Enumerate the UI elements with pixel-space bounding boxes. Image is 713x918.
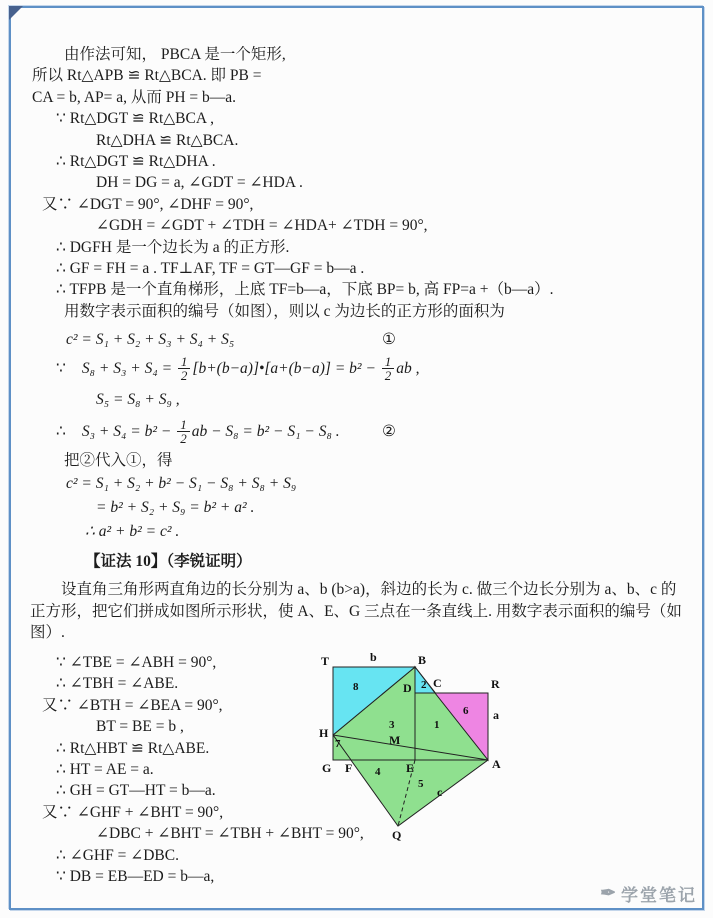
proof-line: 又∵ ∠GHF + ∠BHT = 90°, <box>42 803 224 821</box>
vertex-label-B: B <box>418 653 427 667</box>
equation: ab , <box>396 360 420 378</box>
because-symbol: ∵ <box>56 360 66 378</box>
section-intro: 设直角三角形两直角边的长分别为 a、b (b>a)，斜边的长为 c. 做三个边长分别为 a、b、c 的正方形，把它们拼成如图所示形状，使 A、E、G 三点在一条直线上. 用数字表示面积的编号（如图）. <box>30 581 682 641</box>
region-label-1: 1 <box>434 719 440 731</box>
proof-line: ∴ TFPB 是一个直角梯形，上底 TF=b—a，下底 BP= b, 高 FP=a +（b—a）. <box>56 281 554 299</box>
side-label-b: b <box>370 650 377 664</box>
section-heading: 【证法 10】（李锐证明） <box>85 553 252 570</box>
proof-line: 由作法可知， PBCA 是一个矩形, <box>64 46 286 63</box>
therefore-symbol: ∴ <box>56 423 66 441</box>
equation: c² = S₁ + S₂ + b² − S₁ − S₈ + S₈ + S₉ <box>66 475 297 493</box>
region-label-8: 8 <box>353 681 359 693</box>
vertex-label-T: T <box>321 654 330 668</box>
equation: c² = S₁ + S₂ + S₃ + S₄ + S₅ <box>66 331 235 349</box>
equation: S₃ + S₄ = b² − <box>81 423 176 441</box>
vertex-label-F: F <box>345 761 353 775</box>
equation-number: ② <box>382 423 396 441</box>
proof-line: ∠DBC + ∠BHT = ∠TBH + ∠BHT = 90°, <box>96 825 364 843</box>
equation: [b+(b−a)]•[a+(b−a)] <box>192 360 331 378</box>
watermark <box>600 881 697 906</box>
formula-line <box>30 328 690 352</box>
proof-line: CA = b, AP= a, 从而 PH = b—a. <box>32 88 237 106</box>
region-label-2: 2 <box>421 679 427 691</box>
equation: = b² − <box>330 360 380 378</box>
proof-line: ∵ ∠TBE = ∠ABH = 90°, <box>56 654 217 671</box>
vertex-label-A: A <box>492 757 501 771</box>
vertex-label-D: D <box>403 681 412 695</box>
proof-line: ∴ ∠GHF = ∠DBC. <box>56 846 179 864</box>
watermark-text: 学堂笔记 <box>621 886 697 905</box>
equation-number: ① <box>382 331 396 349</box>
formula-line <box>30 496 690 520</box>
proof9-text-block <box>30 44 690 544</box>
formula-block <box>30 328 690 544</box>
equation: S₈ + S₃ + S₄ = <box>81 360 176 378</box>
fraction: $\frac{1}{2}$ <box>177 418 190 446</box>
side-label-a: a <box>493 708 499 722</box>
proof-line: ∠GDH = ∠GDT + ∠TDH = ∠HDA+ ∠TDH = 90°, <box>96 217 428 235</box>
region-label-3: 3 <box>389 719 395 731</box>
equation: ab − S₈ = b² − S₁ − S₈ . <box>191 423 340 441</box>
region-label-5: 5 <box>418 778 424 790</box>
proof-line: 用数字表示面积的编号（如图），则以 c 为边长的正方形的面积为 <box>64 302 505 320</box>
proof-line: ∴ Rt△DGT ≌ Rt△DHA . <box>56 152 216 170</box>
region-label-7: 7 <box>335 738 341 750</box>
proof-line: 又∵ ∠DGT = 90°, ∠DHF = 90°, <box>42 195 254 213</box>
equation: S₅ = S₈ + S₉ , <box>96 391 180 409</box>
formula-line <box>30 386 690 414</box>
pythagorean-diagram <box>315 648 515 848</box>
region-label-6: 6 <box>463 705 469 717</box>
conclusion-line: ∴ a² + b² = c² . <box>85 523 180 541</box>
proof-line: ∵ Rt△DGT ≌ Rt△BCA , <box>56 110 214 128</box>
formula-line <box>30 472 690 496</box>
vertex-label-H: H <box>319 726 329 740</box>
geometry-figure <box>315 648 515 848</box>
proof-line: 又∵ ∠BTH = ∠BEA = 90°, <box>42 696 223 714</box>
fraction: $\frac{1}{2}$ <box>178 355 191 383</box>
quill-seal-icon: ✒ <box>600 883 616 904</box>
substitution-note: 把②代入①，得 <box>64 452 173 470</box>
formula-line <box>30 352 690 386</box>
proof-line: ∴ DGFH 是一个边长为 a 的正方形. <box>56 238 290 256</box>
proof-line: DH = DG = a, ∠GDT = ∠HDA . <box>96 174 303 192</box>
section-proof10 <box>30 552 690 644</box>
proof-line: ∴ HT = AE = a. <box>56 760 154 778</box>
vertex-label-M: M <box>389 733 401 747</box>
region-label-4: 4 <box>375 766 381 778</box>
vertex-label-E: E <box>406 761 415 775</box>
proof-line: ∴ GH = GT—HT = b—a. <box>56 782 216 800</box>
proof-line: ∵ DB = EB—ED = b—a, <box>56 867 215 885</box>
proof-line: ∴ Rt△HBT ≌ Rt△ABE. <box>56 739 210 757</box>
vertex-label-R: R <box>491 677 500 691</box>
proof-line: BT = BE = b , <box>96 718 184 736</box>
proof-line: ∴ ∠TBH = ∠ABE. <box>56 675 179 693</box>
proof-line: ∴ GF = FH = a . TF⊥AF, TF = GT—GF = b—a . <box>56 259 365 277</box>
proof-line: 所以 Rt△APB ≌ Rt△BCA. 即 PB = <box>32 67 262 85</box>
side-label-c: c <box>437 785 443 799</box>
vertex-label-Q: Q <box>392 828 402 842</box>
proof10-text-block <box>30 652 364 887</box>
equation: = b² + S₂ + S₉ = b² + a² . <box>96 499 255 517</box>
proof-line: Rt△DHA ≌ Rt△BCA. <box>96 131 239 149</box>
formula-line <box>30 414 690 450</box>
corner-fold-decoration <box>9 6 23 20</box>
fraction: $\frac{1}{2}$ <box>382 355 395 383</box>
vertex-label-C: C <box>433 676 442 690</box>
vertex-label-G: G <box>322 761 332 775</box>
